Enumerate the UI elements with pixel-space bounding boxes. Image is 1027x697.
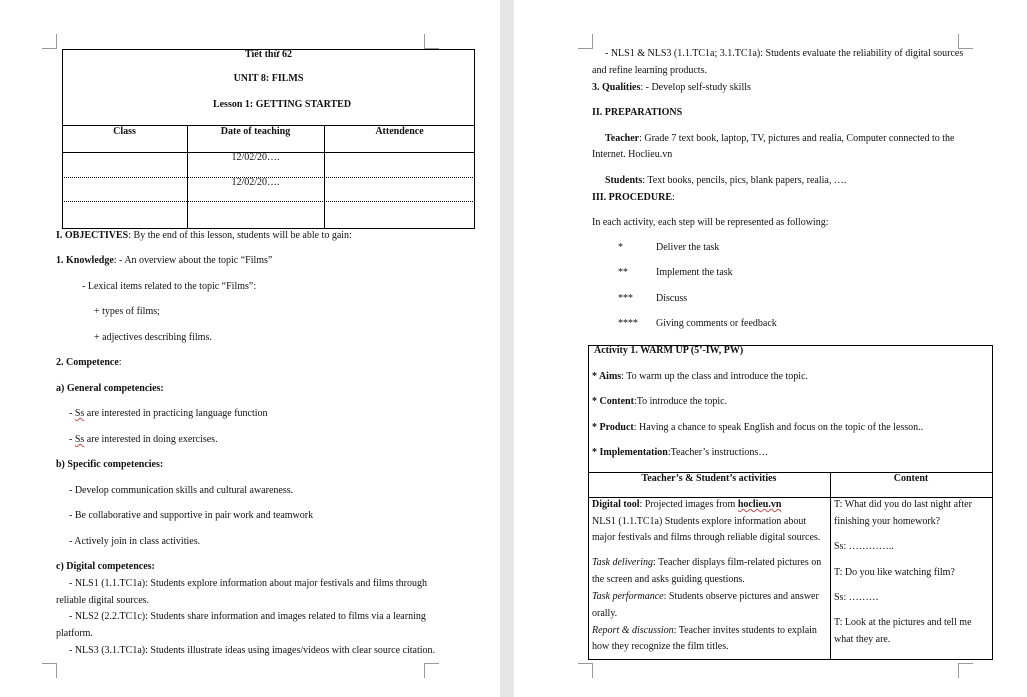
step-text: Deliver the task (656, 242, 720, 253)
content-line: * Content:To introduce the topic. (592, 396, 728, 407)
teacher-line: Teacher: Grade 7 text book, laptop, TV, pictures and realia, Computer connected to the (605, 133, 955, 144)
col-class: Class (113, 126, 136, 137)
date-cell: 12/02/20…. (231, 177, 280, 188)
competence-heading: 2. Competence: (56, 357, 122, 368)
unit-title: UNIT 8: FILMS (233, 73, 304, 84)
preparations-heading: II. PREPARATIONS (592, 107, 683, 118)
col-content: Content (893, 473, 929, 484)
task-delivering-line: the screen and asks guiding questions. (592, 574, 745, 585)
lexical-line: - Lexical items related to the topic “Films”: (82, 281, 257, 292)
crop-mark (424, 663, 439, 678)
question-line: what they are. (834, 634, 891, 645)
crop-mark (42, 663, 57, 678)
step-text: Discuss (656, 293, 688, 304)
task-performance-line: Task performance: Students observe pictures and answer (592, 591, 819, 602)
objectives-line: I. OBJECTIVES: By the end of this lesson, students will be able to gain: (56, 230, 352, 241)
nls3-line: - NLS3 (3.1.TC1a): Students illustrate ideas using images/videos with clear source citation. (69, 645, 436, 656)
nls2-line: platform. (56, 628, 93, 639)
step-text: Giving comments or feedback (656, 318, 777, 329)
digital-tool-line: major festivals and films through reliable digital sources. (592, 532, 821, 543)
date-cell: 12/02/20…. (231, 152, 280, 163)
general-heading: a) General competencies: (56, 383, 164, 394)
crop-mark (958, 663, 973, 678)
implementation-line: * Implementation:Teacher’s instructions… (592, 447, 769, 458)
step-mark: *** (618, 293, 633, 304)
answer-line: Ss: ……… (834, 592, 879, 603)
procedure-heading: III. PROCEDURE: (592, 192, 675, 203)
question-line: T: Do you like watching film? (834, 567, 955, 578)
task-delivering-line: Task delivering: Teacher displays film-related pictures on (592, 557, 822, 568)
step-text: Implement the task (656, 267, 733, 278)
general-item: - Ss are interested in practicing language function (69, 408, 268, 419)
digital-heading: c) Digital competences: (56, 561, 155, 572)
document-page-right (514, 0, 1027, 697)
report-line: how they recognize the film titles. (592, 641, 729, 652)
period-title: Tiết thứ 62 (245, 49, 292, 60)
step-mark: * (618, 242, 623, 253)
crop-mark (578, 34, 593, 49)
step-mark: ** (618, 267, 628, 278)
col-attendence: Attendence (375, 126, 424, 137)
question-line: T: What did you do last night after (834, 499, 972, 510)
task-performance-line: orally. (592, 608, 618, 619)
specific-item: - Actively join in class activities. (69, 536, 201, 547)
each-activity-line: In each activity, each step will be represented as following: (592, 217, 829, 228)
document-page-left (0, 0, 500, 697)
digital-tool-line: NLS1 (1.1.TC1a) Students explore information about (592, 516, 807, 527)
step-mark: **** (618, 318, 638, 329)
activity-title: Activity 1. WARM UP (5’-IW, PW) (594, 345, 744, 356)
crop-mark (42, 34, 57, 49)
specific-heading: b) Specific competencies: (56, 459, 164, 470)
types-line: + types of films; (94, 306, 160, 317)
general-item: - Ss are interested in doing exercises. (69, 434, 218, 445)
crop-mark (424, 34, 439, 49)
answer-line: Ss: ………….. (834, 541, 894, 552)
teacher-line: Internet. Hoclieu.vn (592, 149, 673, 160)
nls-line: and refine learning products. (592, 65, 707, 76)
crop-mark (578, 663, 593, 678)
students-line: Students: Text books, pencils, pics, blank papers, realia, …. (605, 175, 847, 186)
report-line: Report & discussion: Teacher invites students to explain (592, 625, 817, 636)
adjectives-line: + adjectives describing films. (94, 332, 212, 343)
col-date: Date of teaching (220, 126, 291, 137)
question-line: T: Look at the pictures and tell me (834, 617, 972, 628)
nls1-line: reliable digital sources. (56, 595, 150, 606)
specific-item: - Develop communication skills and cultural awareness. (69, 485, 294, 496)
digital-tool-line: Digital tool: Projected images from hoclieu.vn (592, 499, 782, 510)
aims-line: * Aims: To warm up the class and introduce the topic. (592, 371, 809, 382)
question-line: finishing your homework? (834, 516, 941, 527)
crop-mark (958, 34, 973, 49)
product-line: * Product: Having a chance to speak English and focus on the topic of the lesson.. (592, 422, 924, 433)
specific-item: - Be collaborative and supportive in pair work and teamwork (69, 510, 314, 521)
col-activities: Teacher’s & Student’s activities (641, 473, 777, 484)
nls1-line: - NLS1 (1.1.TC1a): Students explore information about major festivals and films through (69, 578, 427, 589)
nls2-line: - NLS2 (2.2.TC1c): Students share information and images related to films via a learning (69, 611, 426, 622)
knowledge-line: 1. Knowledge: - An overview about the topic “Films” (56, 255, 273, 266)
qualities-line: 3. Qualities: - Develop self-study skills (592, 82, 751, 93)
lesson-title: Lesson 1: GETTING STARTED (212, 99, 352, 110)
nls-line: - NLS1 & NLS3 (1.1.TC1a; 3.1.TC1a): Students evaluate the reliability of digital sources (605, 48, 964, 59)
